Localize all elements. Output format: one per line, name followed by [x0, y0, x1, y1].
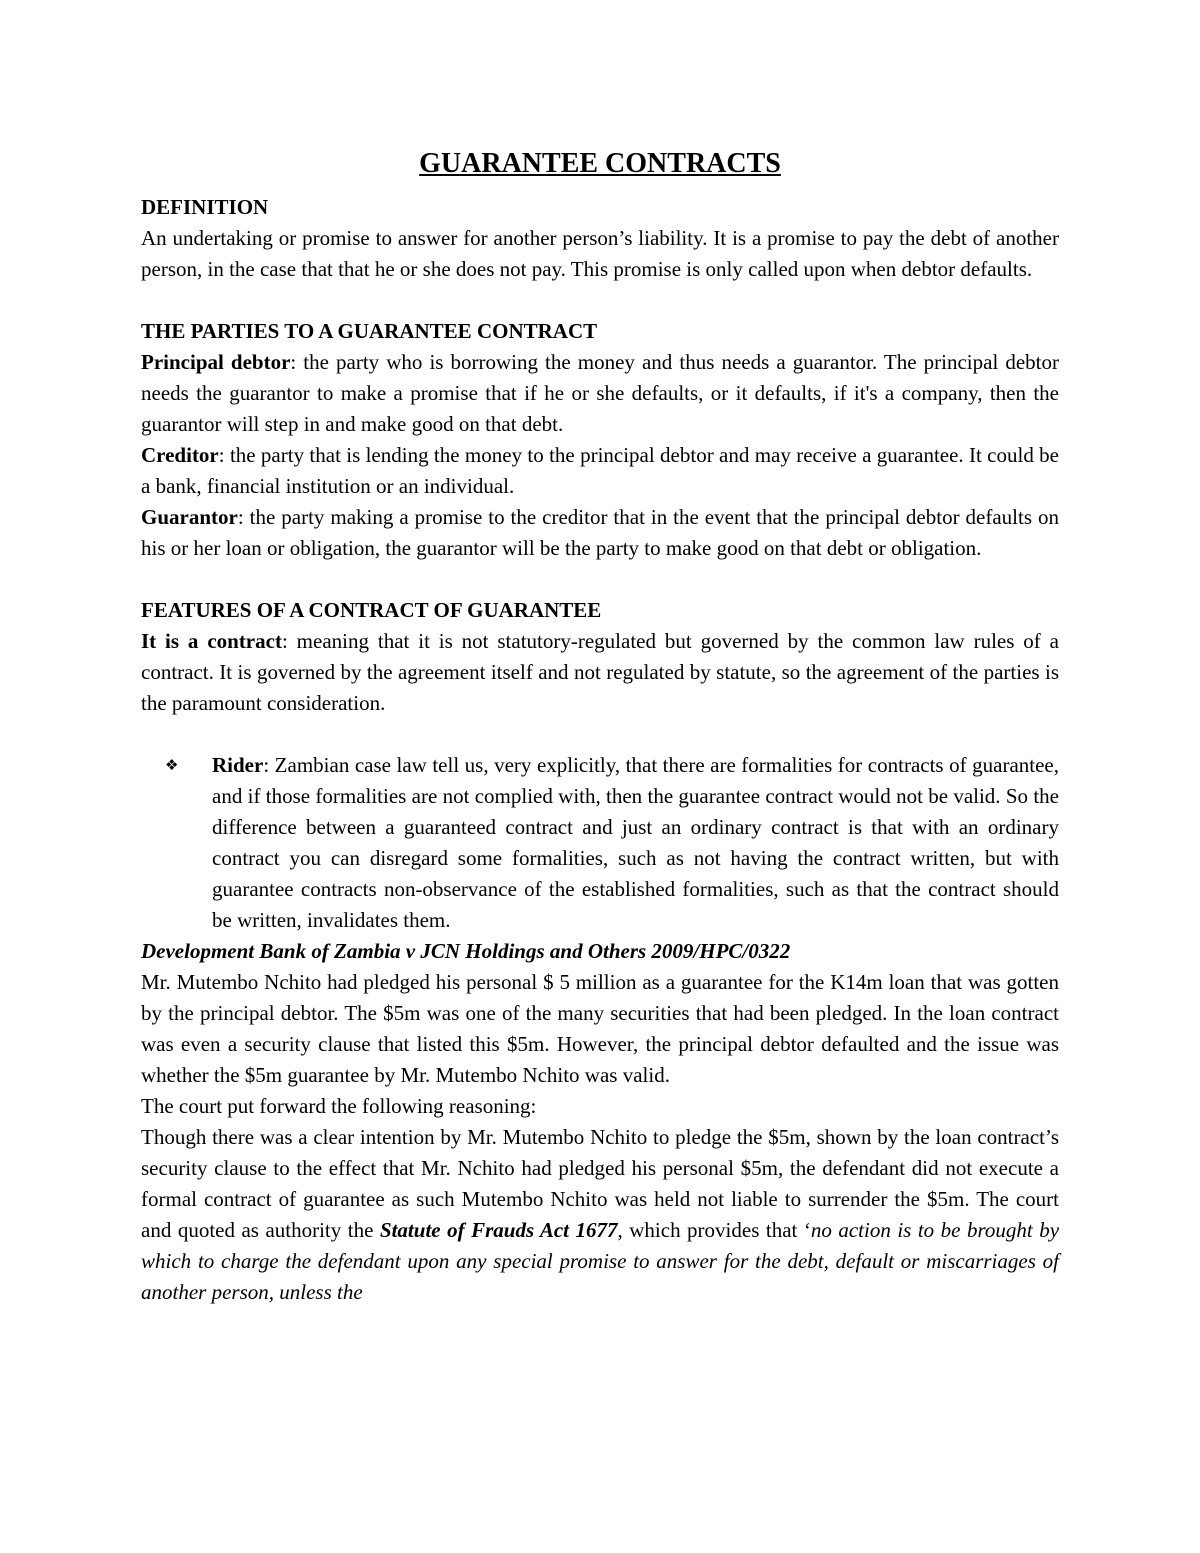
rider-bullet	[141, 750, 1059, 936]
spacer	[141, 285, 1059, 316]
spacer	[141, 564, 1059, 595]
parties-heading: THE PARTIES TO A GUARANTEE CONTRACT	[141, 319, 598, 343]
document-title: GUARANTEE CONTRACTS	[419, 148, 781, 179]
party-term: Principal debtor	[141, 350, 291, 374]
statute-name: Statute of Frauds Act 1677	[379, 1218, 618, 1242]
document-page	[141, 138, 1059, 1308]
party-term: Guarantor	[141, 505, 238, 529]
features-heading: FEATURES OF A CONTRACT OF GUARANTEE	[141, 598, 602, 622]
case-title: Development Bank of Zambia v JCN Holdings and Others 2009/HPC/0322	[141, 939, 791, 963]
party-description: : the party that is lending the money to the principal debtor and may receive a guarantee. It could be a bank, financial institution or an individual.	[141, 443, 1059, 498]
party-guarantor	[141, 502, 1059, 564]
diamond-bullet-icon: ❖	[165, 756, 179, 774]
definition-text: An undertaking or promise to answer for another person’s liability. It is a promise to pay the debt of another person, in the case that that he or she does not pay. This promise is only called upon when debtor defaults.	[141, 226, 1059, 281]
statute-quote: no action is to be brought by which to charge the defendant upon any special promise to answer for the debt, default or miscarriages of another person, unless the	[141, 1218, 1060, 1304]
feature-term: It is a contract	[141, 629, 282, 653]
definition-heading: DEFINITION	[141, 195, 269, 219]
rider-description: : Zambian case law tell us, very explicitly, that there are formalities for contracts of guarantee, and if those formalities are not complied with, then the guarantee contract would not be valid. So the difference between a guaranteed contract and just an ordinary contract is that with an ordinary contract you can disregard some formalities, such as not having the contract written, but with guarantee contracts non-observance of the established formalities, such as that the contract should be written, invalidates them.	[212, 753, 1059, 932]
rider-term: Rider	[212, 753, 264, 777]
reasoning-connector: , which provides that ‘	[617, 1218, 811, 1242]
feature-description: : meaning that it is not statutory-regulated but governed by the common law rules of a contract. It is governed by the agreement itself and not regulated by statute, so the agreement of the parties is the paramount consideration.	[141, 629, 1059, 715]
case-facts: Mr. Mutembo Nchito had pledged his personal $ 5 million as a guarantee for the K14m loan that was gotten by the principal debtor. The $5m was one of the many securities that had been pledged. In the loan contract was even a security clause that listed this $5m. However, the principal debtor defaulted and the issue was whether the $5m guarantee by Mr. Mutembo Nchito was valid.	[141, 970, 1059, 1087]
party-term: Creditor	[141, 443, 219, 467]
case-reasoning-intro: The court put forward the following reasoning:	[141, 1094, 537, 1118]
party-creditor	[141, 440, 1059, 502]
feature-contract	[141, 626, 1059, 719]
spacer	[141, 719, 1059, 750]
reasoning-text: Though there was a clear intention by Mr. Mutembo Nchito to pledge the $5m, shown by the loan contract’s security clause to the effect that Mr. Nchito had pledged his personal $5m, the defendant did not execute a formal contract of guarantee as such Mutembo Nchito was held not liable to surrender the $5m. The court and quoted as authority the	[141, 1125, 1059, 1242]
party-description: : the party who is borrowing the money and thus needs a guarantor. The principal debtor needs the guarantor to make a promise that if he or she defaults, or it defaults, if it's a company, then the guarantor will step in and make good on that debt.	[141, 350, 1059, 436]
party-principal-debtor	[141, 347, 1059, 440]
party-description: : the party making a promise to the creditor that in the event that the principal debtor defaults on his or her loan or obligation, the guarantor will be the party to make good on that debt or obligation.	[141, 505, 1059, 560]
case-reasoning	[141, 1122, 1059, 1308]
